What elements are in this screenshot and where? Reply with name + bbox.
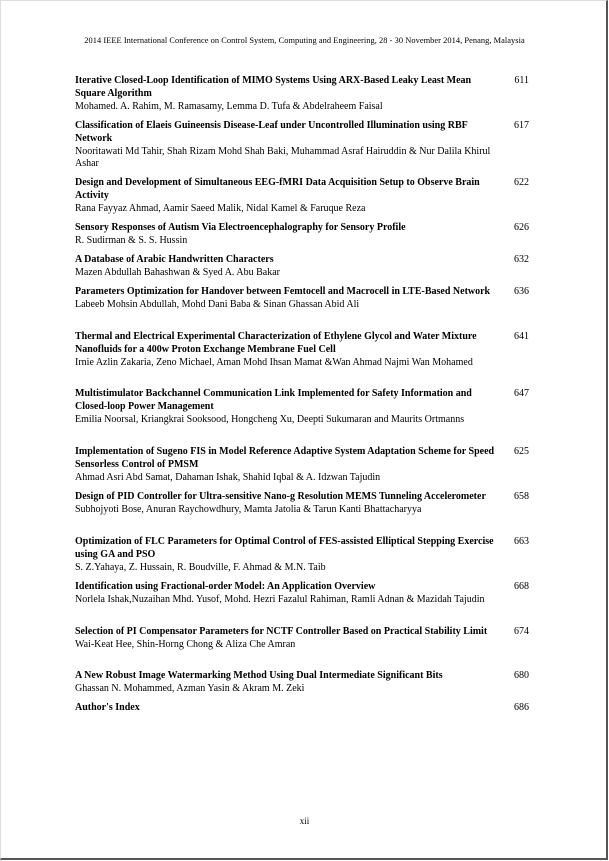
entry-title: Design and Development of Simultaneous EEG-fMRI Data Acquisition Setup to Observe Brain Activity [75,177,480,201]
toc-entry [75,286,535,312]
toc-entry [75,536,535,574]
entry-authors: Ahmad Asri Abd Samat, Dahaman Ishak, Shahid Iqbal & A. Idzwan Tajudin [75,471,381,483]
toc-entry [75,177,535,215]
entry-authors: Mazen Abdullah Bahashwan & Syed A. Abu Bakar [75,266,280,278]
entry-page: 625 [514,446,529,457]
page-number: xii [299,816,310,826]
entry-title: Iterative Closed-Loop Identification of MIMO Systems Using ARX-Based Leaky Least Mean Square Algorithm [75,75,472,99]
entry-authors: R. Sudirman & S. S. Hussin [75,234,188,246]
entry-title: Thermal and Electrical Experimental Characterization of Ethylene Glycol and Water Mixture Nanofluids for a 400w Proton Exchange Membrane Fuel Cell [75,331,477,355]
entry-authors: Rana Fayyaz Ahmad, Aamir Saeed Malik, Nidal Kamel & Faruque Reza [75,202,366,214]
entry-title: Selection of PI Compensator Parameters for NCTF Controller Based on Practical Stability Limit [75,626,488,637]
entry-title: Multistimulator Backchannel Communication Link Implemented for Safety Information and Closed-loop Power Management [75,388,472,412]
entry-page: 641 [514,331,529,342]
entry-authors: Nooritawati Md Tahir, Shah Rizam Mohd Shah Baki, Muhammad Asraf Hairuddin & Nur Dalila Khirul Ashar [75,145,491,170]
entry-authors: Emilia Noorsal, Kriangkrai Sooksood, Hongcheng Xu, Deepti Sukumaran and Maurits Ortmanns [75,413,465,425]
running-header: 2014 IEEE International Conference on Control System, Computing and Engineering, 28 - 30 November 2014, Penang, Malaysia [84,36,525,45]
toc-entry [75,331,535,369]
entry-page: 617 [514,120,529,131]
entry-page: 674 [514,626,529,637]
toc-entry [75,254,535,280]
toc-entry [75,670,535,696]
toc-entry [75,75,535,113]
entry-title: Classification of Elaeis Guineensis Disease-Leaf under Uncontrolled Illumination using RBF Network [75,120,468,144]
entry-page: 686 [514,702,529,713]
toc-entry [75,446,535,484]
entry-authors: Ghassan N. Mohammed, Azman Yasin & Akram M. Zeki [75,682,305,694]
toc-entry [75,120,535,171]
toc-entry [75,222,535,248]
entry-authors: Norlela Ishak,Nuzaihan Mhd. Yusof, Mohd. Hezri Fazalul Rahiman, Ramli Adnan & Mazidah Tajudin [75,593,485,605]
entry-page: 680 [514,670,529,681]
entry-title: A Database of Arabic Handwritten Characters [75,254,274,265]
toc-entry [75,581,535,607]
entry-title: Design of PID Controller for Ultra-sensitive Nano-g Resolution MEMS Tunneling Accelerometer [75,491,486,502]
entry-authors: Mohamed. A. Rahim, M. Ramasamy, Lemma D. Tufa & Abdelraheem Faisal [75,100,383,112]
entry-page: 636 [514,286,529,297]
entry-authors: Labeeb Mohsin Abdullah, Mohd Dani Baba & Sinan Ghassan Abid Ali [75,298,360,310]
entry-title: Optimization of FLC Parameters for Optimal Control of FES-assisted Elliptical Stepping Exercise using GA and PSO [75,536,494,560]
entry-page: 626 [514,222,529,233]
entry-title: Author's Index [75,702,140,713]
toc-entry [75,702,535,715]
toc-entry [75,626,535,652]
toc-entry [75,491,535,517]
entry-page: 632 [514,254,529,265]
entry-authors: Irnie Azlin Zakaria, Zeno Michael, Aman Mohd Ihsan Mamat &Wan Ahmad Najmi Wan Mohamed [75,356,473,368]
entry-title: Sensory Responses of Autism Via Electroencephalography for Sensory Profile [75,222,406,233]
entry-title: Implementation of Sugeno FIS in Model Reference Adaptive System Adaptation Scheme for Speed Sensorless Control of PMSM [75,446,495,470]
entry-page: 663 [514,536,529,547]
entry-page: 658 [514,491,529,502]
entry-page: 611 [514,75,529,86]
entry-authors: Subhojyoti Bose, Anuran Raychowdhury, Mamta Jatolia & Tarun Kanti Bhattacharyya [75,503,422,515]
entry-page: 622 [514,177,529,188]
entry-title: Parameters Optimization for Handover between Femtocell and Macrocell in LTE-Based Network [75,286,491,297]
toc-entry [75,388,535,426]
entry-page: 647 [514,388,529,399]
entry-authors: S. Z.Yahaya, Z. Hussain, R. Boudville, F. Ahmad & M.N. Taib [75,561,326,573]
entry-title: A New Robust Image Watermarking Method Using Dual Intermediate Significant Bits [75,670,443,681]
entry-authors: Wai-Keat Hee, Shin-Horng Chong & Aliza Che Amran [75,638,296,650]
entry-title: Identification using Fractional-order Model: An Application Overview [75,581,376,592]
entry-page: 668 [514,581,529,592]
